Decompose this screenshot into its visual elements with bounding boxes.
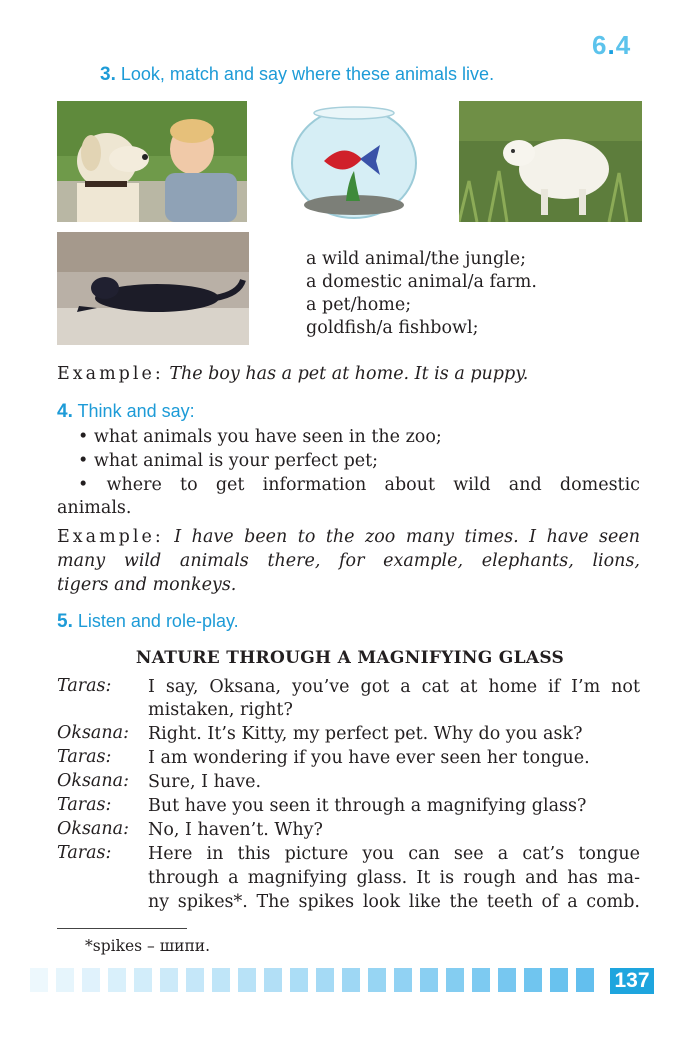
task-3-vocab-line: goldfish/a fishbowl;	[306, 318, 479, 338]
boy-with-dog-photo	[57, 101, 247, 222]
decorative-square	[238, 968, 256, 992]
decorative-square	[342, 968, 360, 992]
dialogue-speaker: Oksana:	[57, 723, 129, 743]
dialogue-line: Here in this picture you can see a cat’s tongue	[148, 844, 640, 864]
section-badge-dot: .	[607, 30, 616, 60]
decorative-square	[290, 968, 308, 992]
task-4-bullet: • what animals you have seen in the zoo;	[78, 427, 442, 447]
goldfish-bowl-photo	[284, 101, 424, 222]
decorative-square	[160, 968, 178, 992]
decorative-square	[368, 968, 386, 992]
task-4-bullet: • where to get information about wild and domestic	[78, 475, 640, 495]
task-4-instruction: Think and say:	[77, 401, 195, 421]
dialogue-title: NATURE THROUGH A MAGNIFYING GLASS	[135, 648, 565, 668]
dialogue-speaker: Oksana:	[57, 771, 129, 791]
example-text: I have been to the zoo many times. I have seen	[174, 527, 640, 547]
decorative-square	[446, 968, 464, 992]
dialogue-line: mistaken, right?	[148, 700, 293, 720]
section-badge-subnumber: 4	[615, 30, 632, 60]
decorative-square	[212, 968, 230, 992]
dialogue-line: Right. It’s Kitty, my perfect pet. Why do you ask?	[148, 724, 583, 744]
task-3-vocab-line: a domestic animal/a farm.	[306, 272, 537, 292]
task-3-example	[57, 363, 528, 387]
section-badge-number: 6	[592, 30, 608, 60]
dialogue-speaker: Oksana:	[57, 819, 129, 839]
task-5-number: 5.	[57, 611, 73, 632]
decorative-square	[82, 968, 100, 992]
task-5-heading	[57, 611, 239, 633]
lamb-in-grass-photo	[459, 101, 642, 222]
decorative-square	[316, 968, 334, 992]
decorative-square	[108, 968, 126, 992]
task-3-heading	[100, 64, 494, 86]
task-4-number: 4.	[57, 401, 73, 422]
decorative-square-strip	[30, 968, 610, 994]
dialogue-line: I say, Oksana, you’ve got a cat at home if I’m not	[148, 677, 640, 697]
page-number: 137	[610, 968, 654, 994]
task-5-instruction: Listen and role-play.	[77, 611, 239, 631]
black-panther-photo	[57, 232, 249, 345]
decorative-square	[498, 968, 516, 992]
task-4-example-line: tigers and monkeys.	[57, 575, 237, 595]
task-4-heading	[57, 401, 195, 423]
footnote-divider	[57, 928, 187, 929]
decorative-square	[550, 968, 568, 992]
task-3-instruction: Look, match and say where these animals live.	[120, 64, 495, 84]
decorative-square	[420, 968, 438, 992]
footnote: *spikes – шипи.	[85, 937, 211, 955]
example-text: The boy has a pet at home. It is a puppy.	[169, 364, 529, 384]
decorative-square	[394, 968, 412, 992]
example-label: Example:	[57, 364, 164, 384]
dialogue-line: ny spikes*. The spikes look like the teeth of a comb.	[148, 892, 640, 912]
decorative-square	[524, 968, 542, 992]
example-label: Example:	[57, 527, 164, 547]
dialogue-line: I am wondering if you have ever seen her tongue.	[148, 748, 590, 768]
task-4-bullet: • what animal is your perfect pet;	[78, 451, 379, 471]
task-4-example-line: many wild animals there, for example, elephants, lions,	[57, 551, 640, 571]
dialogue-speaker: Taras:	[57, 747, 112, 767]
decorative-square	[56, 968, 74, 992]
decorative-square	[30, 968, 48, 992]
dialogue-line: No, I haven’t. Why?	[148, 820, 323, 840]
dialogue-line: Sure, I have.	[148, 772, 262, 792]
dialogue-speaker: Taras:	[57, 795, 112, 815]
task-4-example-line	[57, 526, 640, 550]
decorative-square	[472, 968, 490, 992]
decorative-square	[134, 968, 152, 992]
task-3-number: 3.	[100, 64, 116, 85]
task-4-bullet-continuation: animals.	[57, 498, 132, 518]
task-3-vocab-line: a pet/home;	[306, 295, 412, 315]
task-3-vocab-line: a wild animal/the jungle;	[306, 249, 526, 269]
decorative-square	[576, 968, 594, 992]
decorative-square	[186, 968, 204, 992]
dialogue-line: through a magnifying glass. It is rough and has ma-	[148, 868, 640, 888]
dialogue-line: But have you seen it through a magnifying glass?	[148, 796, 587, 816]
decorative-square	[264, 968, 282, 992]
dialogue-speaker: Taras:	[57, 843, 112, 863]
dialogue-speaker: Taras:	[57, 676, 112, 696]
section-badge	[592, 30, 631, 61]
